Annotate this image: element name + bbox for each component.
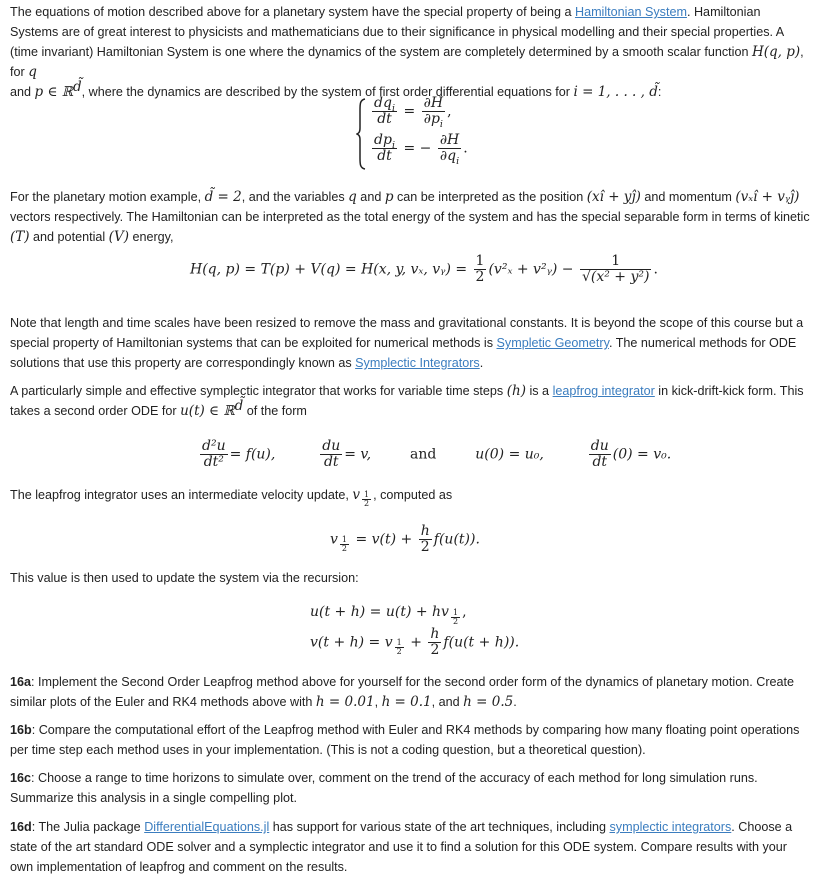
symplectic-paragraph: Note that length and time scales have been resized to remove the mass and gravitational constants. It is beyond the scope of this course but a special property of Hamiltonian systems that can be exploited for numerical methods is Sympletic Geometry. The numerical methods for ODE solutions that use this property are correspondingly known as Symplectic Integrators. [10, 316, 804, 370]
question-16c: 16c: Choose a range to time horizons to simulate over, comment on the trend of the accuracy of each method for long simulation runs. Summarize this analysis in a single compelling plot. [10, 771, 758, 805]
question-label: 16d [10, 820, 32, 834]
planetary-paragraph: For the planetary motion example, d̃ = 2, and the variables q and p can be interpreted as the position (xî + yĵ) and momentum (vₓî + vᵧĵ) vectors respectively. The Hamiltonian can be interpreted as the total energy of the system and has the special separable form in terms of kinetic (T) and potential (V) energy, [10, 189, 810, 245]
leapfrog-integrator-link[interactable]: leapfrog integrator [552, 384, 655, 398]
symplectic-integrators-docs-link[interactable]: symplectic integrators [609, 820, 732, 834]
leapfrog-paragraph: A particularly simple and effective symplectic integrator that works for variable time steps (h) is a leapfrog integrator in kick-drift-kick form. This takes a second order ODE for u(t) ∈ ℝ$^{d̃}$ of the form [10, 383, 804, 419]
hamilton-equation-1: $\frac{dq_i}{dt}$ = $\frac{\partial H}{\partial p_i}$ , [374, 95, 452, 130]
ode-equation: $\frac{\text{d²u}}{\text{dt²}}$ = f(u), $\frac{du}{dt}$ = v, and u(0) = u₀, $\frac{du}{dt}$ (0) = v₀. [202, 438, 672, 470]
recursion-equation-2: v(t + h) = v $_{\frac{1}{2}}$ + $\frac{h}{2}$ f(u(t + h)). [310, 626, 520, 658]
question-label: 16b [10, 723, 32, 737]
symplectic-geometry-link[interactable]: Sympletic Geometry [496, 336, 609, 350]
hamilton-equation-2: $\frac{dp_i}{dt}$ = − $\frac{\partial H}{\partial q_i}$ . [374, 132, 468, 167]
velocity-paragraph: The leapfrog integrator uses an intermediate velocity update, v $_{\frac{1}{2}}$ , computed as [10, 487, 453, 508]
energy-equation: H(q, p) = T(p) + V(q) = H(x, y, vₓ, vᵧ) = $\frac{1}{2}$ (v²ₓ + v²ᵧ) − $\frac{1}{\text{√(x² + y²)}}$ . [190, 253, 658, 285]
intro-paragraph: The equations of motion described above for a planetary system have the special property of being a Hamiltonian System. Hamiltonian Systems are of great interest to physicists and mathematicians due to their significance in physical modelling and their special properties. A (time invariant) Hamiltonian System is one where the dynamics of the system are completely determined by a smooth scalar function H(q, p), for q and p ∈ ℝ$^{d̃}$, where the dynamics are described by the system of first order differential equations for i = 1, . . . , d̃: [10, 5, 804, 100]
differentialequations-link[interactable]: DifferentialEquations.jl [144, 820, 270, 834]
symplectic-integrators-link[interactable]: Symplectic Integrators [355, 356, 480, 370]
question-16a: 16a: Implement the Second Order Leapfrog method above for yourself for the second order form of the dynamics of planetary motion. Create similar plots of the Euler and RK4 methods above with h = 0.01, h = 0.1, and h = 0.5. [10, 675, 795, 710]
hamiltonian-system-link[interactable]: Hamiltonian System [574, 5, 687, 19]
question-16b: 16b: Compare the computational effort of the Leapfrog method with Euler and RK4 methods by comparing how many floating point operations per time step each method uses in your implementation. (This is not a coding question, but a theoretical question). [10, 723, 800, 757]
question-16d: 16d: The Julia package DifferentialEquations.jl has support for various state of the art techniques, including symplectic integrators. Choose a state of the art standard ODE solver and a symplectic integrator and use it to find a solution for this ODE system. Compare results with your own implementation of leapfrog and comment on the results. [10, 820, 793, 874]
question-label: 16c [10, 771, 32, 785]
equation-brace [356, 98, 366, 176]
half-step-equation: v $_{\frac{1}{2}}$ = v(t) + $\frac{h}{2}$ f(u(t)). [330, 523, 480, 555]
recursion-paragraph: This value is then used to update the system via the recursion: [10, 571, 359, 585]
recursion-equation-1: u(t + h) = u(t) + hv $_{\frac{1}{2}}$ , [310, 604, 467, 626]
question-label: 16a [10, 675, 32, 689]
